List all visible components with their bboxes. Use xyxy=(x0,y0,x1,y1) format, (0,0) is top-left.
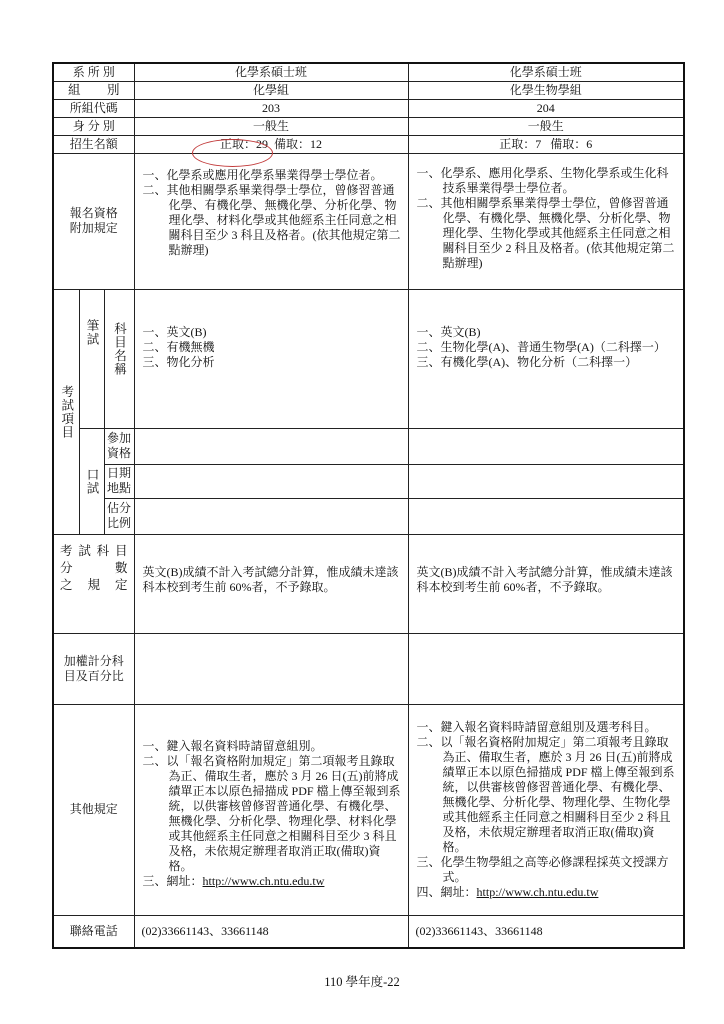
prog2-oral-date xyxy=(408,464,684,498)
score-rules-char: 目 xyxy=(114,544,128,558)
prog1-website-link[interactable]: http://www.ch.ntu.edu.tw xyxy=(202,873,325,888)
label-oral-weight xyxy=(104,498,134,534)
prog2-score-rule: 英文(B)成績不計入考試總分計算，惟成績未達該科本校到考生前 60%者，不予錄取。 xyxy=(408,534,684,633)
row-identity xyxy=(53,117,684,135)
prog1-oral-weight xyxy=(134,498,408,534)
prog1-subject: 二、有機無機 xyxy=(142,340,215,354)
prog1-weighted xyxy=(134,633,408,704)
prog1-score-rule: 英文(B)成績不計入考試總分計算，惟成績未達該科本校到考生前 60%者，不予錄取。 xyxy=(134,534,408,633)
prog1-requirements xyxy=(134,153,408,289)
row-oral-date xyxy=(53,464,684,498)
label-oral-date-1: 日期 xyxy=(107,466,132,480)
prog1-oral-date xyxy=(134,464,408,498)
score-rules-char: 數 xyxy=(115,561,128,575)
prog2-requirements xyxy=(408,153,684,289)
row-code xyxy=(53,99,684,117)
label-quota: 招生名額 xyxy=(53,135,134,153)
prog2-requirement-item: 一、化學系、應用化學系、生物化學系或生化科技系畢業得學士學位者。 xyxy=(416,165,669,195)
prog2-identity: 一般生 xyxy=(408,117,684,135)
label-weighted-2: 目及百分比 xyxy=(63,668,124,683)
prog2-requirement-item: 二、其他相關學系畢業得學士學位，曾修習普通化學、有機化學、無機化學、分析化學、物理化學、生物化學或其他經系主任同意之相關科目至少 2 科且及格者。(依其他規定第二點辦理) xyxy=(416,195,675,270)
label-code: 所組代碼 xyxy=(53,99,134,117)
prog1-other-rule: 一、鍵入報名資料時請留意組別。 xyxy=(142,738,323,753)
prog2-oral-eligibility xyxy=(408,428,684,464)
label-oral-eligibility-2: 資格 xyxy=(107,446,132,460)
prog2-website-row xyxy=(417,885,678,900)
row-quota xyxy=(53,135,684,153)
label-subject-names-text: 科目名稱 xyxy=(112,321,127,376)
row-written-exam xyxy=(53,289,684,428)
row-group xyxy=(53,81,684,99)
prog2-other-rule: 三、化學生物學組之高等必修課程採英文授課方式。 xyxy=(416,854,669,884)
prog2-oral-weight xyxy=(408,498,684,534)
prog2-subject: 二、生物化學(A)、普通生物學(A)（二科擇一） xyxy=(416,340,666,354)
label-requirements-2: 附加規定 xyxy=(69,221,118,235)
prog1-subject: 一、英文(B) xyxy=(142,325,207,339)
label-exam-items xyxy=(53,289,79,534)
prog1-oral-eligibility xyxy=(134,428,408,464)
prog1-other-rules xyxy=(134,704,408,915)
label-phone: 聯絡電話 xyxy=(53,915,134,948)
label-group-1: 組 xyxy=(68,82,81,97)
label-score-rules xyxy=(53,534,134,633)
prog2-other-rule: 二、以「報名資格附加規定」第二項報考且錄取為正、備取生者，應於 3 月 26 日(五)前將成績單正本以原色掃描成 PDF 檔上傳至報到系統，以供審核曾修習普通化學、有機化學、無機化學、分析化學、物理化學、生物化學或其他經系主任同意之相關科目至少 2 科且及格，未依規定辦理者取消正取(備取)資格。 xyxy=(416,734,675,854)
prog2-dept: 化學系碩士班 xyxy=(408,63,684,81)
prog1-subjects xyxy=(134,289,408,428)
row-score-rules xyxy=(53,534,684,633)
prog1-website-row xyxy=(143,874,402,889)
row-oral-eligibility xyxy=(53,428,684,464)
prog2-other-rule: 一、鍵入報名資料時請留意組別及選考科目。 xyxy=(416,719,657,734)
label-subject-names xyxy=(104,289,134,428)
score-rules-char: 考 xyxy=(60,544,73,558)
label-oral-weight-2: 比例 xyxy=(107,516,132,530)
label-written-text: 筆試 xyxy=(85,318,99,346)
label-oral-date xyxy=(104,464,134,498)
prog2-subject: 三、有機化學(A)、物化分析（二科擇一） xyxy=(416,355,638,369)
prog1-identity: 一般生 xyxy=(134,117,408,135)
prog2-quota-regular: 正取：7 xyxy=(499,136,542,151)
score-rules-char: 試 xyxy=(78,544,91,558)
prog1-dept: 化學系碩士班 xyxy=(134,63,408,81)
label-oral-date-2: 地點 xyxy=(107,481,132,495)
prog2-other-rules xyxy=(408,704,684,915)
row-other-rules xyxy=(53,704,684,915)
score-rules-char: 科 xyxy=(96,544,110,558)
prog1-quota-waitlist: 備取：12 xyxy=(274,136,323,151)
prog2-quota-waitlist: 備取：6 xyxy=(550,136,593,151)
label-group xyxy=(53,81,134,99)
prog2-phone: (02)33661143、33661148 xyxy=(408,915,684,948)
label-weighted-1: 加權計分科 xyxy=(63,653,124,668)
prog2-quota xyxy=(408,135,684,153)
label-group-2: 別 xyxy=(107,82,120,97)
row-requirements xyxy=(53,153,684,289)
prog1-quota-regular: 正取：29 xyxy=(220,136,269,151)
prog1-website-prefix: 三、網址： xyxy=(142,873,203,888)
prog1-code: 203 xyxy=(134,99,408,117)
label-weighted xyxy=(53,633,134,704)
label-written xyxy=(79,289,104,428)
label-oral-eligibility xyxy=(104,428,134,464)
prog2-subject: 一、英文(B) xyxy=(416,325,481,339)
prog1-quota xyxy=(134,135,408,153)
label-oral-text: 口試 xyxy=(85,467,99,495)
row-oral-weight xyxy=(53,498,684,534)
prog2-group: 化學生物學組 xyxy=(408,81,684,99)
score-rules-char: 規 xyxy=(87,578,101,592)
label-dept: 系 所 別 xyxy=(53,63,134,81)
label-exam-items-text: 考試項目 xyxy=(59,384,74,439)
prog2-subjects xyxy=(408,289,684,428)
prog2-website-link[interactable]: http://www.ch.ntu.edu.tw xyxy=(476,884,599,899)
prog1-subject: 三、物化分析 xyxy=(142,355,215,369)
label-requirements-1: 報名資格 xyxy=(69,206,118,220)
prog2-website-prefix: 四、網址： xyxy=(416,884,477,899)
score-rules-char: 定 xyxy=(115,578,128,592)
prog1-phone: (02)33661143、33661148 xyxy=(134,915,408,948)
label-oral-eligibility-1: 參加 xyxy=(107,431,132,445)
label-oral xyxy=(79,428,104,534)
row-weighted xyxy=(53,633,684,704)
prog1-other-rule: 二、以「報名資格附加規定」第二項報考且錄取為正、備取生者，應於 3 月 26 日(五)前將成績單正本以原色掃描成 PDF 檔上傳至報到系統，以供審核曾修習普通化學、有機化學、無機化學、分析化學、物理化學、材料化學或其他經系主任同意之相關科目至少 3 科且及格，未依規定辦理者取消正取(備取)資格。 xyxy=(142,753,401,873)
admission-table xyxy=(52,62,685,949)
label-requirements xyxy=(53,153,134,289)
prog1-requirement-item: 二、其他相關學系畢業得學士學位，曾修習普通化學、有機化學、無機化學、分析化學、物理化學、材料化學或其他經系主任同意之相關科目至少 3 科且及格者。(依其他規定第二點辦理) xyxy=(142,182,401,257)
page-footer: 110 學年度-22 xyxy=(324,975,400,989)
score-rules-char: 之 xyxy=(60,578,73,592)
score-rules-char: 分 xyxy=(60,561,73,575)
label-other-rules: 其他規定 xyxy=(53,704,134,915)
prog2-code: 204 xyxy=(408,99,684,117)
prog2-weighted xyxy=(408,633,684,704)
row-phone xyxy=(53,915,684,948)
prog1-group: 化學組 xyxy=(134,81,408,99)
label-oral-weight-1: 佔分 xyxy=(107,501,132,515)
row-dept xyxy=(53,63,684,81)
label-identity: 身 分 別 xyxy=(53,117,134,135)
prog1-requirement-item: 一、化學系或應用化學系畢業得學士學位者。 xyxy=(142,167,383,182)
